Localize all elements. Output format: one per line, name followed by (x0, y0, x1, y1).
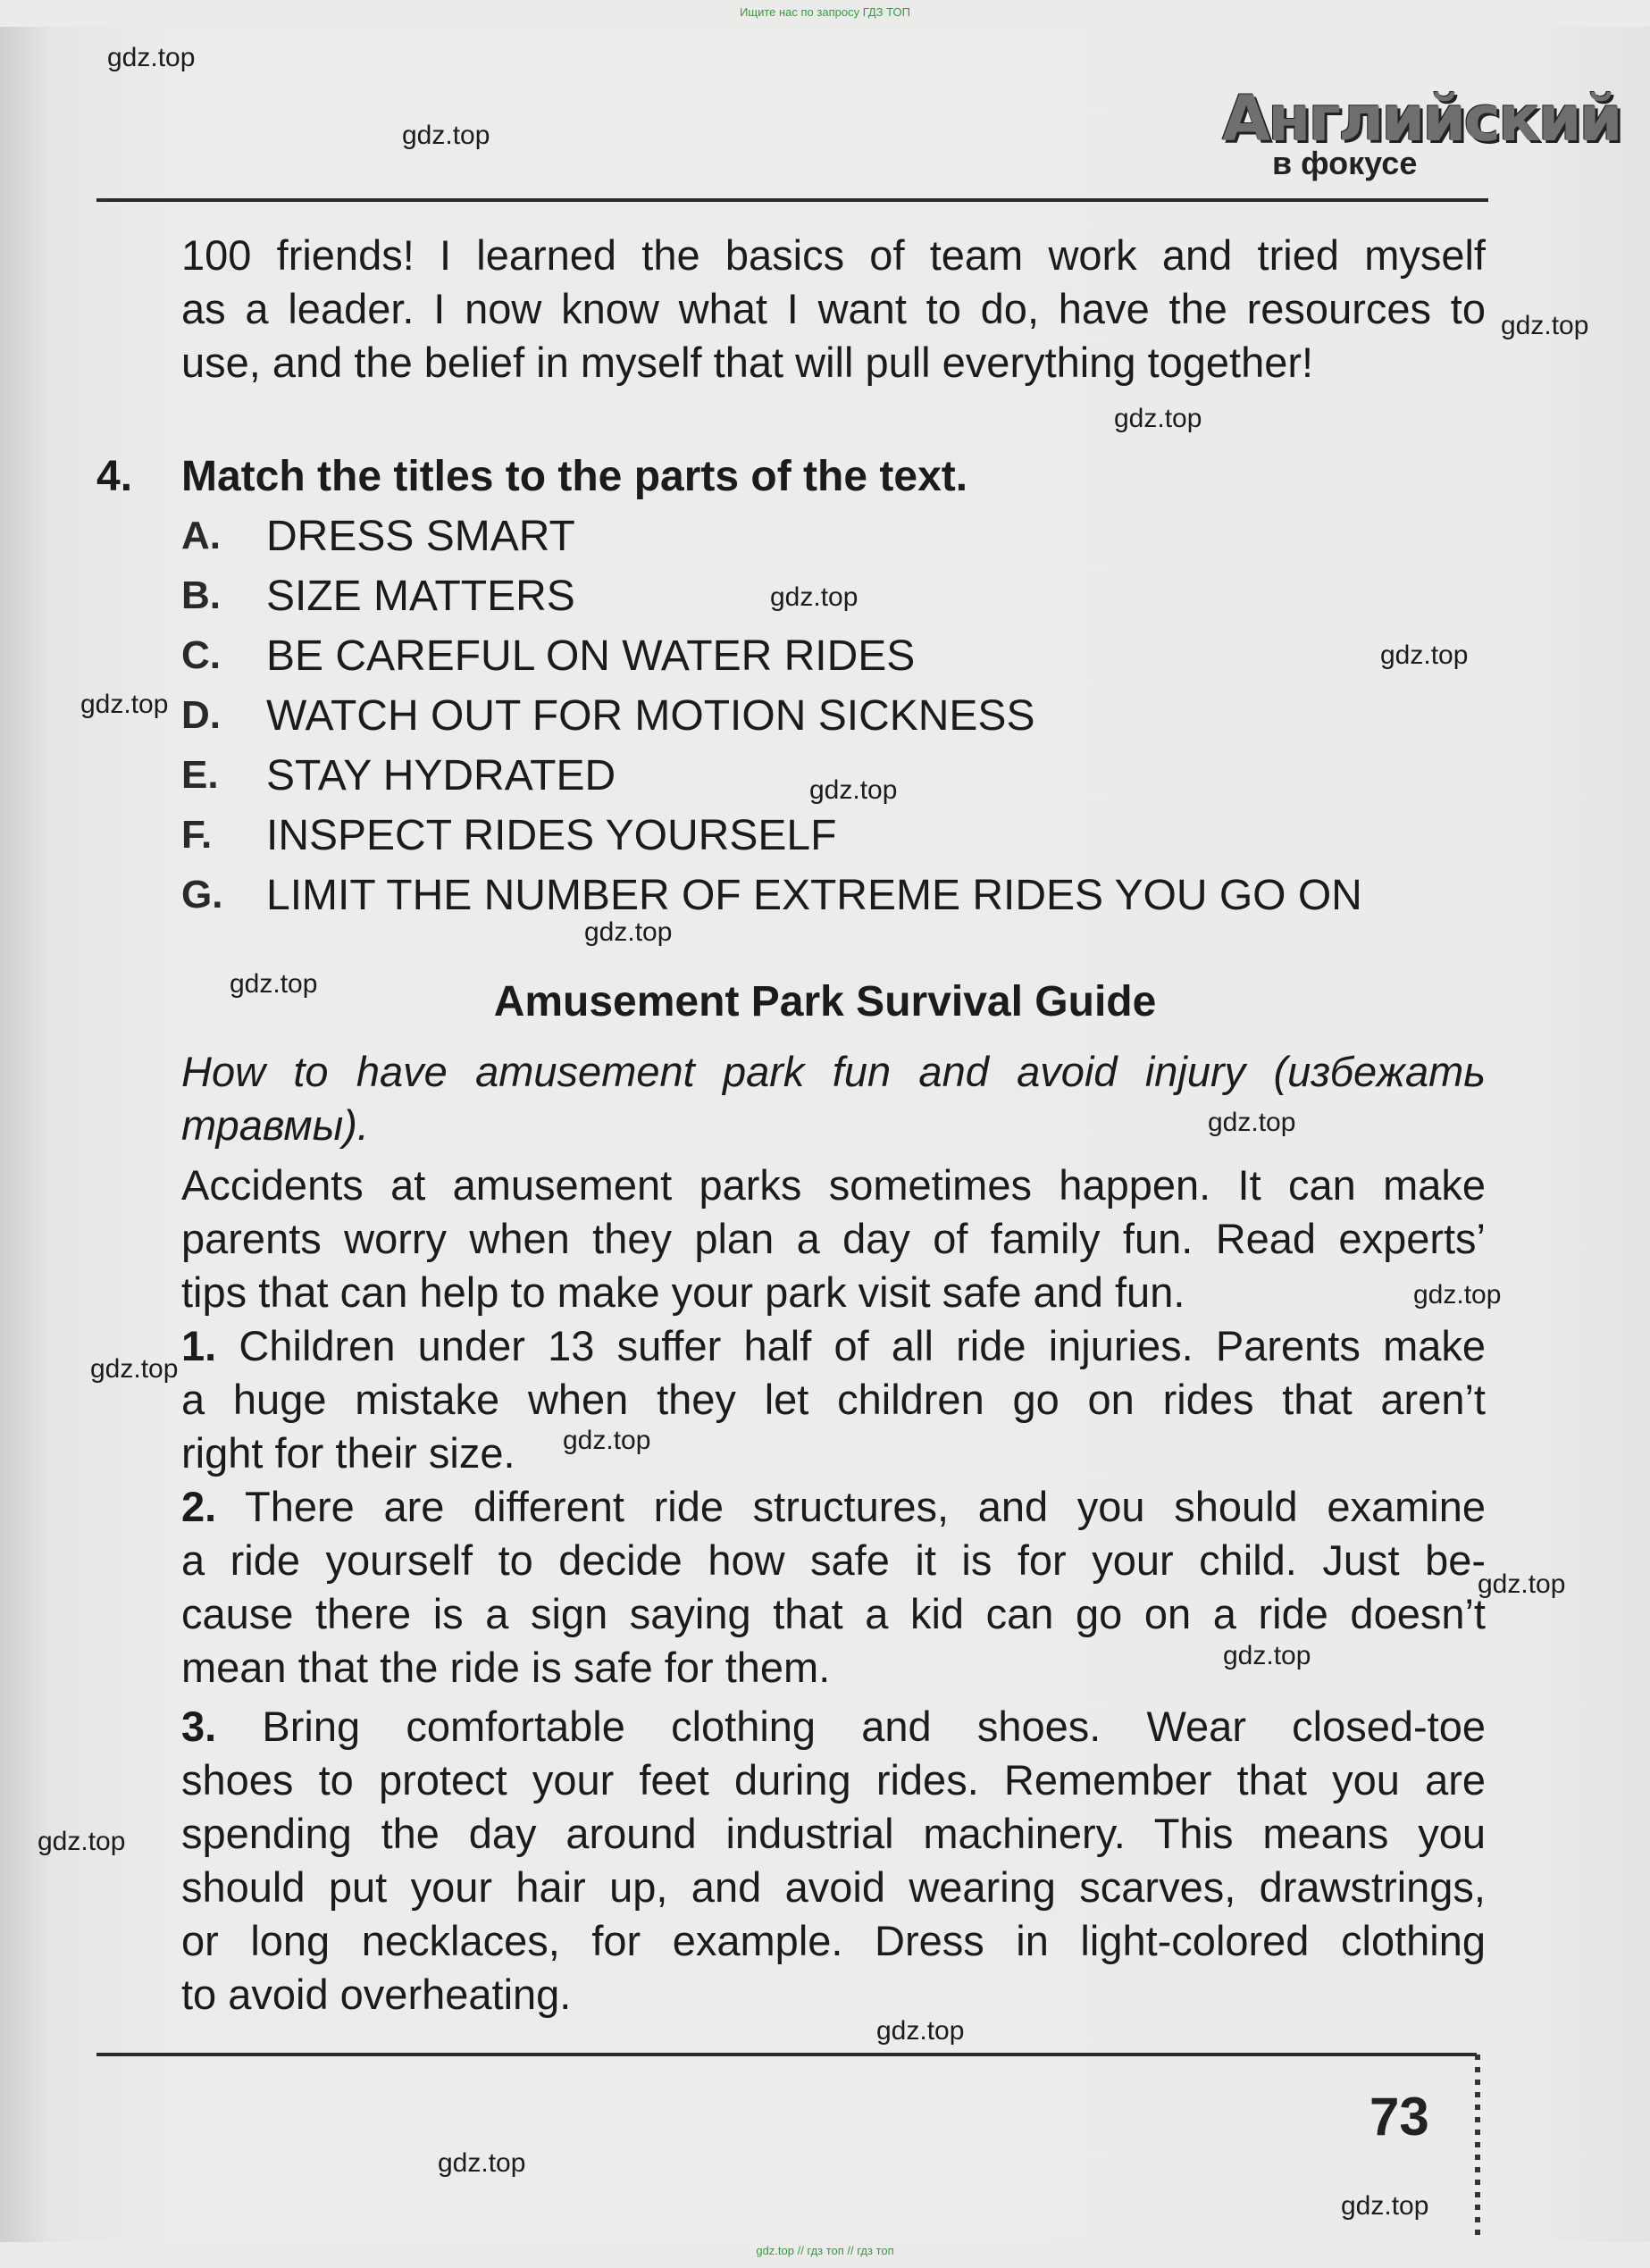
paragraph-3-line-3: spending the day around industrial machinery. This means you (181, 1810, 1486, 1857)
footer-rule (96, 2053, 1477, 2056)
watermark: gdz.top (563, 1426, 651, 1455)
task-instruction: Match the titles to the parts of the text. (181, 453, 968, 500)
logo-title: Английский (1222, 82, 1621, 155)
option-letter-a: A. (181, 514, 221, 557)
bottom-banner: gdz.top // гдз топ // гдз топ (756, 2244, 894, 2257)
option-text-b: SIZE MATTERS (266, 573, 575, 620)
option-text-d: WATCH OUT FOR MOTION SICKNESS (266, 692, 1035, 740)
paragraph-3-line-4: should put your hair up, and avoid wearing scarves, drawstrings, (181, 1863, 1486, 1911)
top-banner: Ищите нас по запросу ГДЗ ТОП (740, 5, 910, 19)
option-letter-g: G. (181, 873, 223, 916)
header-rule (96, 198, 1488, 202)
dotted-edge (1475, 2055, 1480, 2242)
option-letter-b: B. (181, 573, 221, 617)
watermark: gdz.top (584, 917, 673, 947)
article-intro-line-1: Accidents at amusement parks sometimes happen. It can make (181, 1161, 1486, 1209)
paragraph-2-line-1-text: There are different ride structures, and you should examine (245, 1483, 1486, 1530)
watermark: gdz.top (230, 969, 318, 999)
page-number: 73 (1369, 2087, 1429, 2147)
option-text-g: LIMIT THE NUMBER OF EXTREME RIDES YOU GO ON (266, 872, 1362, 919)
watermark: gdz.top (438, 2148, 526, 2178)
paragraph-1-line-1 (181, 1319, 1486, 1373)
watermark: gdz.top (107, 43, 196, 72)
paragraph-1-number: 1. (181, 1322, 217, 1369)
paragraph-1-line-1-text: Children under 13 suffer half of all ride injuries. Parents make (239, 1322, 1486, 1369)
option-letter-f: F. (181, 813, 213, 857)
watermark: gdz.top (1478, 1569, 1566, 1599)
option-letter-e: E. (181, 753, 219, 797)
watermark: gdz.top (770, 582, 859, 612)
watermark: gdz.top (38, 1827, 126, 1856)
option-text-f: INSPECT RIDES YOURSELF (266, 812, 837, 859)
option-text-a: DRESS SMART (266, 513, 575, 560)
article-intro-line-3: tips that can help to make your park visit safe and fun. (181, 1268, 1185, 1316)
watermark: gdz.top (1208, 1108, 1296, 1137)
paragraph-2-line-4: mean that the ride is safe for them. (181, 1644, 831, 1691)
paragraph-3-line-1-text: Bring comfortable clothing and shoes. Wear closed-toe (262, 1703, 1487, 1750)
option-letter-c: C. (181, 633, 221, 677)
intro-line-3: use, and the belief in myself that will pull everything together! (181, 339, 1314, 386)
watermark: gdz.top (1114, 404, 1202, 433)
paragraph-3-number: 3. (181, 1703, 217, 1750)
paragraph-3-line-1 (181, 1700, 1486, 1753)
watermark: gdz.top (80, 690, 169, 719)
paragraph-1-line-3: right for their size. (181, 1429, 515, 1477)
paragraph-3-line-6: to avoid overheating. (181, 1971, 572, 2018)
paragraph-3-line-5: or long necklaces, for example. Dress in light-colored clothing (181, 1917, 1486, 1964)
watermark: gdz.top (90, 1354, 179, 1384)
watermark: gdz.top (1501, 311, 1589, 340)
watermark: gdz.top (402, 121, 490, 150)
watermark: gdz.top (1380, 640, 1469, 670)
watermark: gdz.top (1413, 1280, 1502, 1310)
article-subtitle-line-1: How to have amusement park fun and avoid injury (избежать (181, 1048, 1486, 1095)
intro-line-1: 100 friends! I learned the basics of team work and tried myself (181, 231, 1486, 279)
option-letter-d: D. (181, 693, 221, 737)
watermark: gdz.top (876, 2016, 965, 2046)
task-number: 4. (96, 453, 133, 500)
paragraph-2-line-1 (181, 1480, 1486, 1534)
paragraph-2-line-2: a ride yourself to decide how safe it is for your child. Just be- (181, 1536, 1486, 1584)
paragraph-3-line-2: shoes to protect your feet during rides. Remember that you are (181, 1756, 1486, 1804)
intro-line-2: as a leader. I now know what I want to do, have the resources to (181, 285, 1486, 332)
article-subtitle-line-2: травмы). (181, 1101, 369, 1149)
paragraph-1-line-2: a huge mistake when they let children go on rides that aren’t (181, 1376, 1486, 1423)
logo-subtitle: в фокусе (1272, 145, 1418, 181)
article-intro-line-2: parents worry when they plan a day of family fun. Read experts’ (181, 1215, 1486, 1262)
watermark: gdz.top (1223, 1641, 1311, 1670)
option-text-c: BE CAREFUL ON WATER RIDES (266, 632, 916, 680)
article-title: Amusement Park Survival Guide (493, 978, 1157, 1025)
watermark: gdz.top (809, 775, 898, 805)
paragraph-2-number: 2. (181, 1483, 217, 1530)
paragraph-2-line-3: cause there is a sign saying that a kid can go on a ride doesn’t (181, 1590, 1486, 1637)
textbook-logo (1222, 82, 1621, 185)
option-text-e: STAY HYDRATED (266, 752, 616, 799)
watermark: gdz.top (1341, 2191, 1429, 2221)
